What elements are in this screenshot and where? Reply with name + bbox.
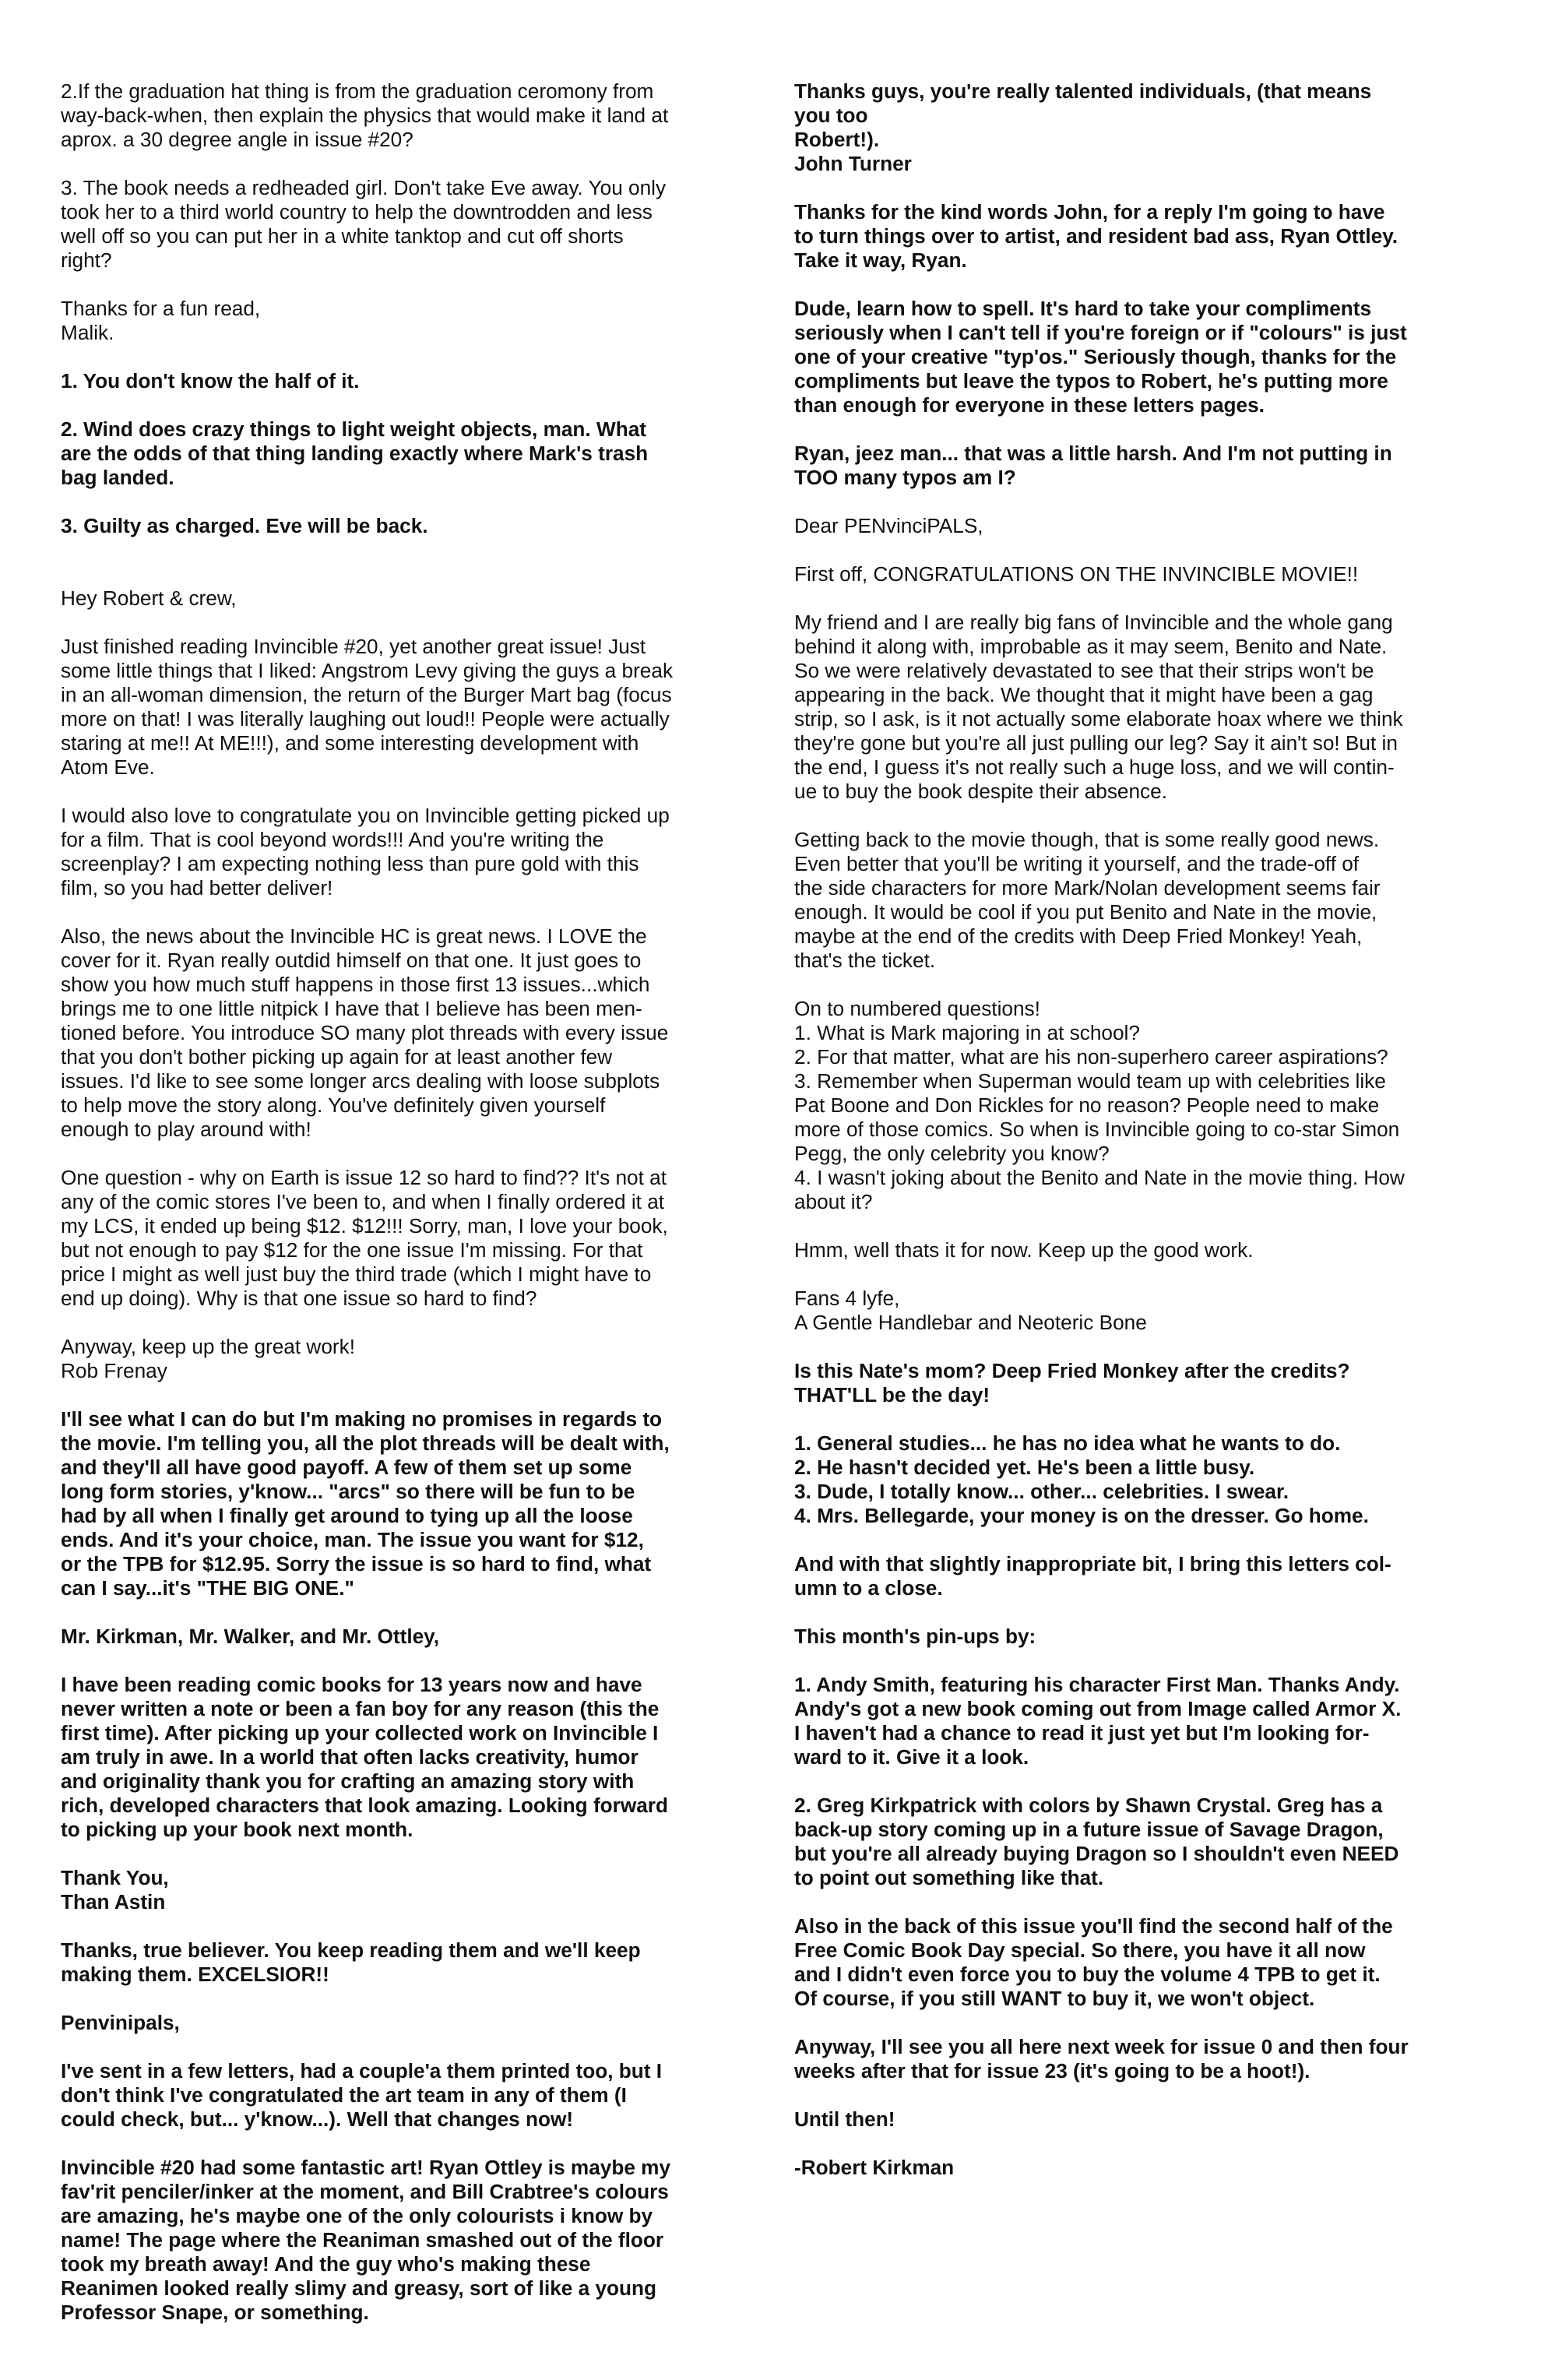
editor-reply-paragraph: 2. Wind does crazy things to light weight objects, man. What are the odds of that thing landing exactly where Mark's trash bag landed. bbox=[61, 417, 649, 489]
letter-signoff: Fans 4 lyfe, A Gentle Handlebar and Neoteric Bone bbox=[794, 1287, 1147, 1334]
letter-signoff: Thank You, Than Astin bbox=[61, 1866, 169, 1914]
letter-paragraph: First off, CONGRATULATIONS ON THE INVINCIBLE MOVIE!! bbox=[794, 562, 1359, 586]
letter-paragraph: 3. The book needs a redheaded girl. Don't take Eve away. You only took her to a third world country to help the downtrodden and less well off so you can put her in a white tanktop and cut off shorts right? bbox=[61, 176, 667, 272]
letter-paragraph: Invincible #20 had some fantastic art! Ryan Ottley is maybe my fav'rit penciler/inker at the moment, and Bill Crabtree's colours are amazing, he's maybe one of the only colourists i know by name! The page where the Reaniman smashed out of the floor took my breath away! And the guy who's making these Reanimen looked really slimy and greasy, sort of like a young Professor Snape, or something. bbox=[61, 2156, 671, 2324]
pinup-credit: 1. Andy Smith, featuring his character First Man. Thanks Andy. Andy's got a new book coming out from Image called Armor X. I haven't had a chance to read it just yet but I'm looking for- ward to it. Give it a look. bbox=[794, 1673, 1402, 1769]
editor-reply-paragraph: I'll see what I can do but I'm making no promises in regards to the movie. I'm telling you, all the plot threads will be dealt with, and they'll all have good payoff. A few of them set up some long form stories, y'know... "arcs" so there will be fun to be had by all when I finally get around to tying up all the loose ends. And it's your choice, man. The issue you want for $12, or the TPB for $12.95. Sorry the issue is so hard to find, what can I say...it's "THE BIG ONE." bbox=[61, 1407, 670, 1600]
letter-salutation: Hey Robert & crew, bbox=[61, 586, 237, 610]
editor-signature: -Robert Kirkman bbox=[794, 2156, 955, 2179]
letter-paragraph: One question - why on Earth is issue 12 so hard to find?? It's not at any of the comic stores I've been to, and when I finally ordered it at my LCS, it ended up being $12. $12!!! Sorry, man, I love your book, but not enough to pay $12 for the one issue I'm missing. For that price I might as well just buy the third trade (which I might have to end up doing). Why is that one issue so hard to find? bbox=[61, 1166, 668, 1310]
pinup-credit: 2. Greg Kirkpatrick with colors by Shawn Crystal. Greg has a back-up story coming up in a future issue of Savage Dragon, but you're all already buying Dragon so I shouldn't even NEED to point out something like that. bbox=[794, 1794, 1399, 1889]
letter-signoff: Anyway, keep up the great work! Rob Frenay bbox=[61, 1335, 355, 1382]
letter-salutation: Dear PENvinciPALS, bbox=[794, 514, 983, 537]
letter-question-list: On to numbered questions! 1. What is Mark majoring in at school? 2. For that matter, what are his non-superhero career aspirations? 3. Remember when Superman would team up with celebrities like Pat Boone and Don Rickles for no reason? People need to make more of those comics. So when is Invincible going to co-star Simon Pegg, the only celebrity you know? 4. I wasn't joking about the Benito and Nate in the movie thing. How about it? bbox=[794, 997, 1405, 1213]
letter-paragraph: I've sent in a few letters, had a couple'a them printed too, but I don't think I've congratulated the art team in any of them (I could check, but... y'know...). Well that changes now! bbox=[61, 2059, 663, 2131]
letter-paragraph: My friend and I are really big fans of Invincible and the whole gang behind it along with, improbable as it may seem, Benito and Nate. So we were relatively devastated to see that their strips won't be appearing in the back. We thought that it might have been a gag strip, so I ask, is it not actually some elaborate hoax where we think they're gone but you're all just pulling our leg? Say it ain't so! But in the end, I guess it's not really such a huge loss, and we will contin- ue to buy the book despite their absence. bbox=[794, 611, 1403, 803]
letter-salutation: Mr. Kirkman, Mr. Walker, and Mr. Ottley, bbox=[61, 1625, 440, 1648]
letter-paragraph: Also, the news about the Invincible HC is great news. I LOVE the cover for it. Ryan really outdid himself on that one. It just goes to show you how much stuff happens in those first 13 issues...which brings me to one little nitpick I have that I believe has been men- tioned before. You introduce SO many plot threads with every issue that you don't bother picking up again for at least another few issues. I'd like to see some longer arcs dealing with loose subplots to help move the story along. You've definitely given yourself enough to play around with! bbox=[61, 924, 669, 1141]
editor-reply-paragraph: Thanks, true believer. You keep reading them and we'll keep making them. EXCELSIOR!! bbox=[61, 1938, 641, 1986]
letter-paragraph: I would also love to congratulate you on Invincible getting picked up for a film. That is cool beyond words!!! And you're writing the screenplay? I am expecting nothing less than pure gold with this film, so you had better deliver! bbox=[61, 804, 670, 900]
pinups-heading: This month's pin-ups by: bbox=[794, 1625, 1036, 1648]
left-column bbox=[61, 79, 762, 2349]
editor-reply-paragraph: Also in the back of this issue you'll find the second half of the Free Comic Book Day special. So there, you have it all now and I didn't even force you to buy the volume 4 TPB to get it. Of course, if you still WANT to buy it, we won't object. bbox=[794, 1914, 1393, 2010]
letter-paragraph: 2.If the graduation hat thing is from the graduation ceromony from way-back-when, then explain the physics that would make it land at aprox. a 30 degree angle in issue #20? bbox=[61, 79, 669, 151]
letter-paragraph: Getting back to the movie though, that is some really good news. Even better that you'll be writing it yourself, and the trade-off of the side characters for more Mark/Nolan development seems fair enough. It would be cool if you put Benito and Nate in the movie, maybe at the end of the credits with Deep Fried Monkey! Yeah, that's the ticket. bbox=[794, 828, 1381, 972]
editor-signoff: Until then! bbox=[794, 2107, 895, 2131]
letter-paragraph: Thanks guys, you're really talented individuals, (that means you too Robert!). John Turner bbox=[794, 79, 1372, 175]
right-column bbox=[794, 79, 1495, 2204]
letter-salutation: Penvinipals, bbox=[61, 2011, 180, 2034]
letter-paragraph: Just finished reading Invincible #20, yet another great issue! Just some little things that I liked: Angstrom Levy giving the guys a break in an all-woman dimension, the return of the Burger Mart bag (focus more on that! I was literally laughing out loud!! People were actually staring at me!! At ME!!!), and some interesting development with Atom Eve. bbox=[61, 635, 674, 779]
editor-reply-paragraph: Ryan, jeez man... that was a little harsh. And I'm not putting in TOO many typos am I? bbox=[794, 442, 1392, 489]
editor-reply-paragraph: 3. Guilty as charged. Eve will be back. bbox=[61, 514, 428, 537]
letter-paragraph: Hmm, well thats it for now. Keep up the good work. bbox=[794, 1238, 1254, 1262]
editor-answer-list: 1. General studies... he has no idea what he wants to do. 2. He hasn't decided yet. He's been a little busy. 3. Dude, I totally know... other... celebrities. I swear. 4. Mrs. Bellegarde, your money is on the dresser. Go home. bbox=[794, 1431, 1369, 1527]
letter-paragraph: I have been reading comic books for 13 years now and have never written a note or been a fan boy for any reason (this the first time). After picking up your collected work on Invincible I am truly in awe. In a world that often lacks creativity, humor and originality thank you for crafting an amazing story with rich, developed characters that look amazing. Looking forward to picking up your book next month. bbox=[61, 1673, 668, 1841]
editor-reply-paragraph: Dude, learn how to spell. It's hard to take your compliments seriously when I can't tell if you're foreign or if "colours" is just one of your creative "typ'os." Seriously though, thanks for the compliments but leave the typos to Robert, he's putting more than enough for everyone in these letters pages. bbox=[794, 297, 1407, 417]
letter-signoff: Thanks for a fun read, Malik. bbox=[61, 297, 261, 344]
editor-reply-paragraph: Thanks for the kind words John, for a reply I'm going to have to turn things over to artist, and resident bad ass, Ryan Ottley. Take it way, Ryan. bbox=[794, 200, 1398, 272]
editor-reply-paragraph: And with that slightly inappropriate bit, I bring this letters col- umn to a close. bbox=[794, 1552, 1391, 1600]
editor-reply-paragraph: 1. You don't know the half of it. bbox=[61, 369, 360, 393]
editor-reply-paragraph: Anyway, I'll see you all here next week for issue 0 and then four weeks after that for issue 23 (it's going to be a hoot!). bbox=[794, 2035, 1409, 2082]
editor-reply-paragraph: Is this Nate's mom? Deep Fried Monkey after the credits? THAT'LL be the day! bbox=[794, 1359, 1350, 1407]
